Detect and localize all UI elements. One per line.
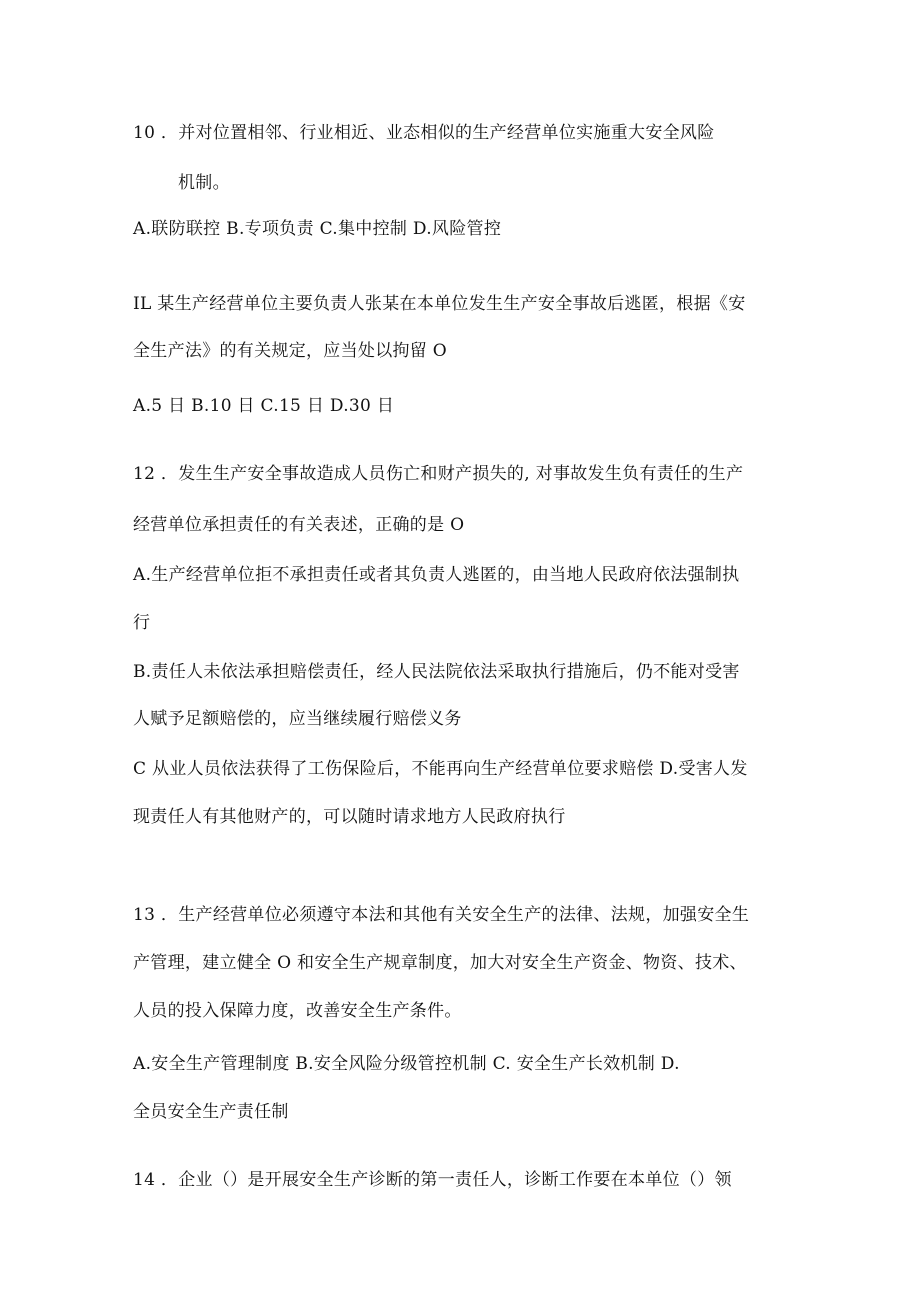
q12-option-a-line2: 行	[133, 613, 151, 633]
q13-options-line2: 全员安全生产责任制	[133, 1102, 289, 1122]
q12-stem-line2: 经营单位承担责任的有关表述，正确的是 O	[133, 515, 465, 535]
q11-stem-line2: 全生产法》的有关规定，应当处以拘留 O	[133, 341, 448, 361]
q10-stem-line1: 10 ．并对位置相邻、行业相近、业态相似的生产经营单位实施重大安全风险	[133, 123, 715, 143]
q12-option-a-line1: A.生产经营单位拒不承担责任或者其负责人逃匿的，由当地人民政府依法强制执	[133, 565, 740, 585]
q12-option-cd-line1: C 从业人员依法获得了工伤保险后，不能再向生产经营单位要求赔偿 D.受害人发	[133, 759, 748, 779]
q10-options: A.联防联控 B.专项负责 C.集中控制 D.风险管控	[133, 219, 502, 239]
q13-stem-line1: 13 ．生产经营单位必须遵守本法和其他有关安全生产的法律、法规，加强安全生	[133, 905, 750, 925]
q11-stem-line1: IL 某生产经营单位主要负责人张某在本单位发生生产安全事故后逃匿，根据《安	[133, 294, 746, 314]
q13-stem-line2: 产管理，建立健全 O 和安全生产规章制度，加大对安全生产资金、物资、技术、	[133, 953, 747, 973]
q12-stem-line1: 12 ．发生生产安全事故造成人员伤亡和财产损失的, 对事故发生负有责任的生产	[133, 464, 744, 484]
q12-option-b-line1: B.责任人未依法承担赔偿责任，经人民法院依法采取执行措施后，仍不能对受害	[133, 662, 740, 682]
q12-option-b-line2: 人赋予足额赔偿的，应当继续履行赔偿义务	[133, 709, 462, 729]
q10-stem-line2: 机制。	[178, 173, 230, 193]
q14-stem-line1: 14 ．企业（）是开展安全生产诊断的第一责任人，诊断工作要在本单位（）领	[133, 1170, 732, 1190]
q12-option-cd-line2: 现责任人有其他财产的，可以随时请求地方人民政府执行	[133, 807, 566, 827]
q13-stem-line3: 人员的投入保障力度，改善安全生产条件。	[133, 1001, 462, 1021]
q13-options-line1: A.安全生产管理制度 B.安全风险分级管控机制 C. 安全生产长效机制 D.	[133, 1054, 680, 1074]
q11-options: A.5 日 B.10 日 C.15 日 D.30 日	[133, 396, 395, 416]
